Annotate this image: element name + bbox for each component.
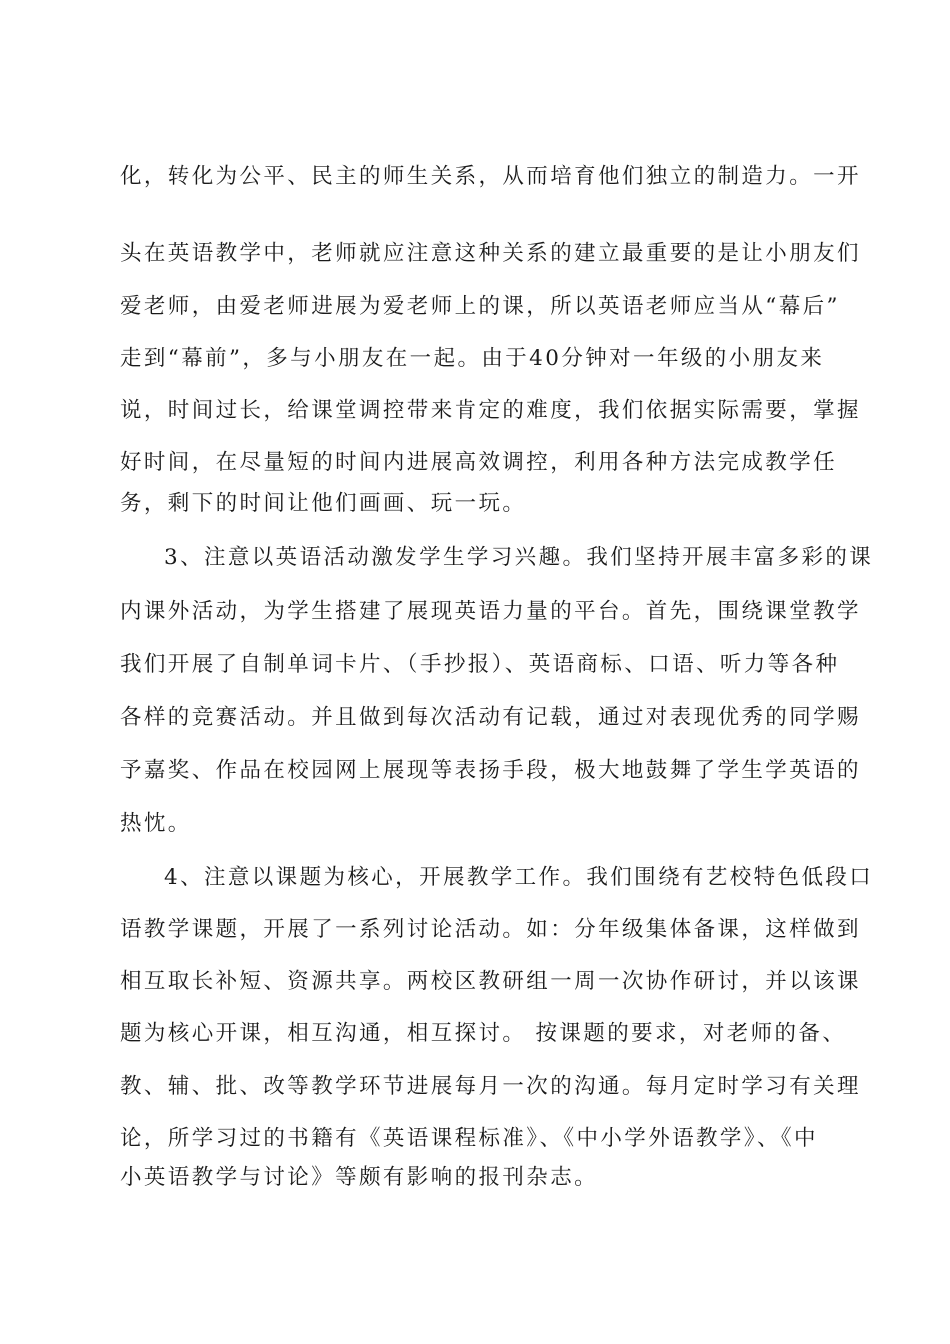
paragraph-line: 爱老师，由爱老师进展为爱老师上的课，所以英语老师应当从“幕后” xyxy=(120,294,840,319)
paragraph-line: 说，时间过长，给课堂调控带来肯定的难度，我们依据实际需要，掌握 xyxy=(120,398,861,423)
paragraph-line: 好时间，在尽量短的时间内进展高效调控，利用各种方法完成教学任 xyxy=(120,450,838,475)
paragraph-line: 相互取长补短、资源共享。两校区教研组一周一次协作研讨，并以该课 xyxy=(120,969,861,994)
paragraph-line: 题为核心开课，相互沟通，相互探讨。 按课题的要求，对老师的备、 xyxy=(120,1021,847,1046)
paragraph-line: 予嘉奖、作品在校园网上展现等表扬手段，极大地鼓舞了学生学英语的 xyxy=(120,758,861,783)
paragraph-line: 务，剩下的时间让他们画画、玩一玩。 xyxy=(120,491,527,516)
paragraph-line: 各样的竞赛活动。并且做到每次活动有记载，通过对表现优秀的同学赐 xyxy=(120,705,861,730)
paragraph-line: 3、注意以英语活动激发学生学习兴趣。我们坚持开展丰富多彩的课 xyxy=(164,545,874,570)
paragraph-line: 内课外活动，为学生搭建了展现英语力量的平台。首先，围绕课堂教学 xyxy=(120,599,861,624)
paragraph-line: 教、辅、批、改等教学环节进展每月一次的沟通。每月定时学习有关理 xyxy=(120,1074,861,1099)
paragraph-line: 论，所学习过的书籍有《英语课程标准》、《中小学外语教学》、《中 xyxy=(120,1126,818,1151)
paragraph-line: 热忱。 xyxy=(120,811,192,836)
paragraph-line: 走到“幕前”，多与小朋友在一起。由于40分钟对一年级的小朋友来 xyxy=(120,346,825,371)
paragraph-line: 4、注意以课题为核心，开展教学工作。我们围绕有艺校特色低段口 xyxy=(164,865,874,890)
paragraph-line: 语教学课题，开展了一系列讨论活动。如：分年级集体备课，这样做到 xyxy=(120,917,861,942)
paragraph-line: 我们开展了自制单词卡片、（手抄报）、英语商标、口语、听力等各种 xyxy=(120,652,840,677)
paragraph-line: 小英语教学与讨论》等颇有影响的报刊杂志。 xyxy=(120,1165,599,1190)
paragraph-line: 头在英语教学中，老师就应注意这种关系的建立最重要的是让小朋友们 xyxy=(120,241,861,266)
paragraph-line: 化，转化为公平、民主的师生关系，从而培育他们独立的制造力。一开 xyxy=(120,164,861,189)
